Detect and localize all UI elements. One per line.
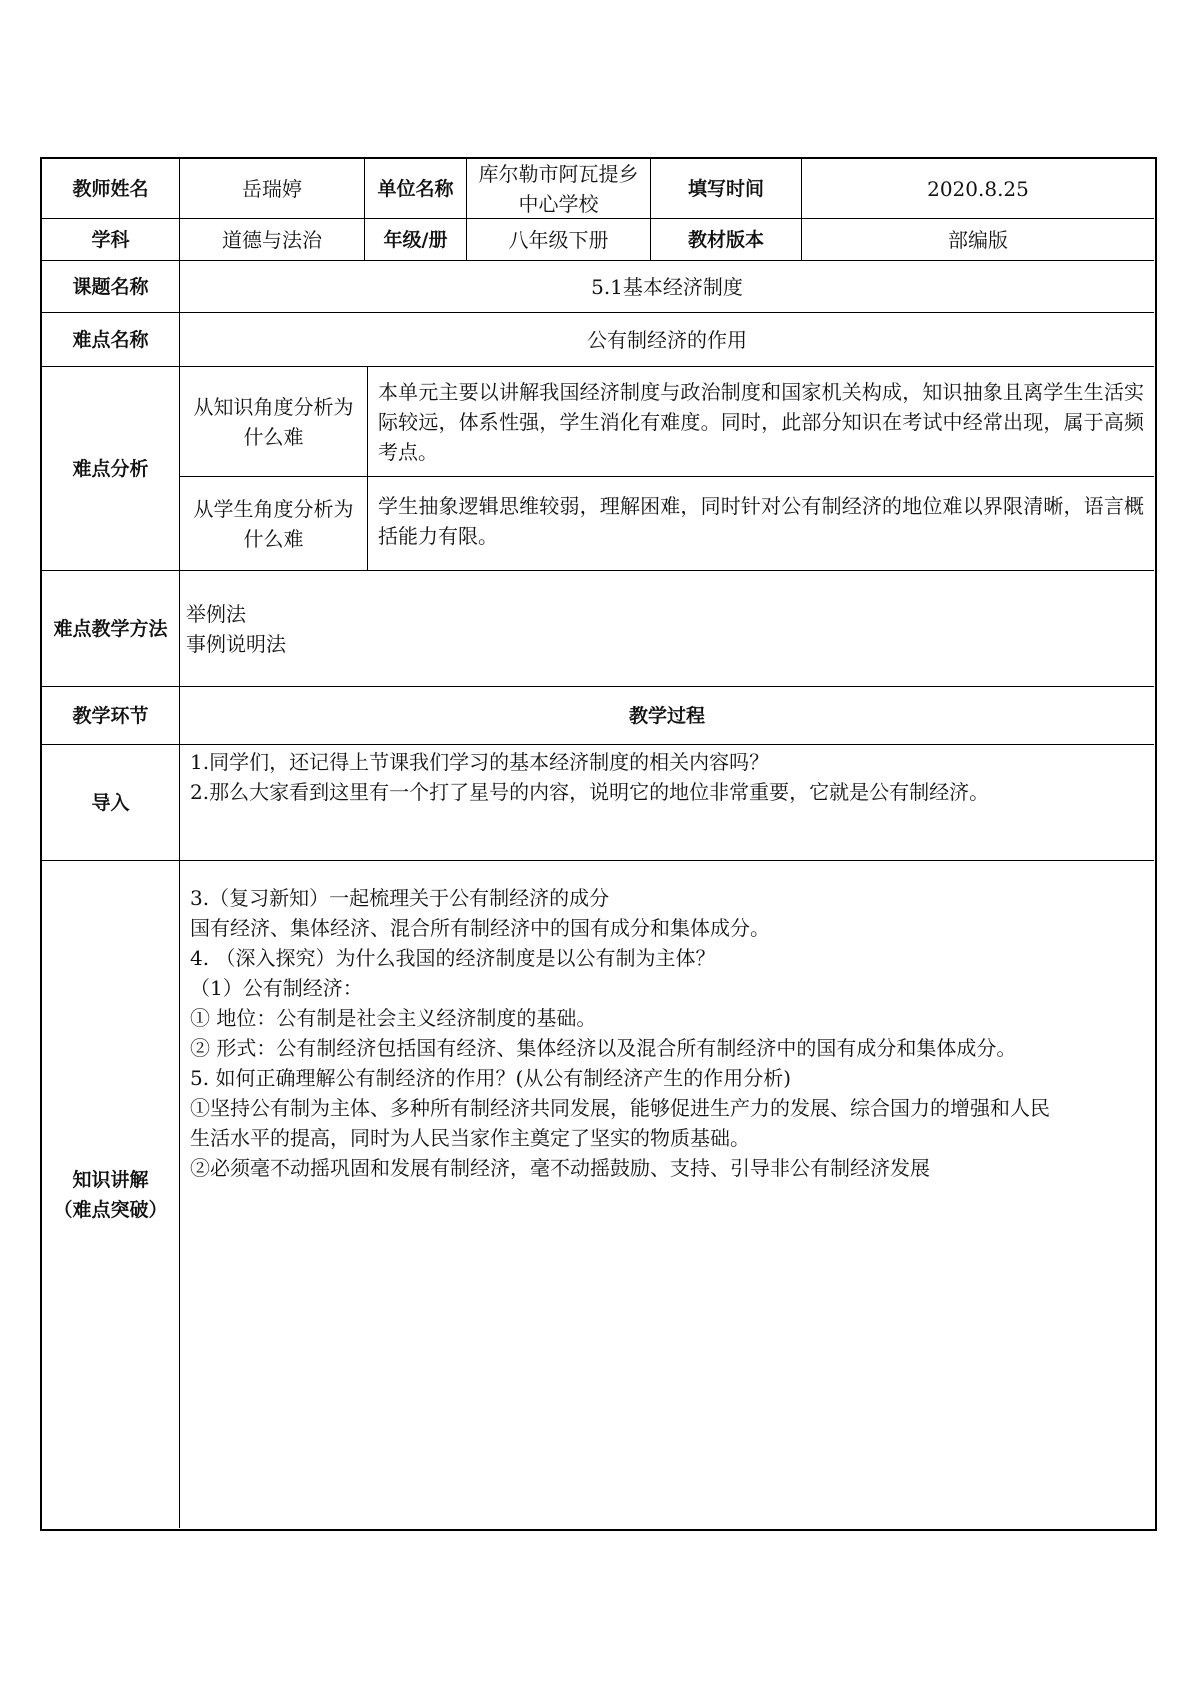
method-line2: 事例说明法 <box>186 631 286 656</box>
knowledge-line: ②必须毫不动摇巩固和发展有制经济，毫不动摇鼓励、支持、引导非公有制经济发展 <box>190 1156 930 1180</box>
knowledge-label-line2: （难点突破） <box>53 1198 168 1221</box>
edition-label: 教材版本 <box>651 219 802 261</box>
edition-value: 部编版 <box>802 219 1154 261</box>
knowledge-angle-label <box>180 367 368 477</box>
lesson-plan-table <box>40 157 1157 1531</box>
intro-content <box>180 745 1154 861</box>
grade-value: 八年级下册 <box>467 219 651 261</box>
fill-time-value: 2020.8.25 <box>802 159 1154 219</box>
knowledge-line: 5. 如何正确理解公有制经济的作用？(从公有制经济产生的作用分析) <box>190 1066 792 1090</box>
knowledge-line: ①坚持公有制为主体、多种所有制经济共同发展，能够促进生产力的发展、综合国力的增强和人民 <box>190 1096 1050 1120</box>
knowledge-angle-line1: 从知识角度分析为 <box>193 394 354 419</box>
method-line1: 举例法 <box>186 601 246 626</box>
method-label: 难点教学方法 <box>42 571 180 687</box>
knowledge-line: 生活水平的提高，同时为人民当家作主奠定了坚实的物质基础。 <box>190 1126 750 1150</box>
method-value <box>180 571 1154 687</box>
intro-label: 导入 <box>42 745 180 861</box>
student-angle-text <box>368 477 1154 571</box>
student-angle-label <box>180 477 368 571</box>
knowledge-angle-text <box>368 367 1154 477</box>
fill-time-label: 填写时间 <box>651 159 802 219</box>
knowledge-line: （1）公有制经济： <box>190 976 363 1000</box>
knowledge-line: 3.（复习新知）一起梳理关于公有制经济的成分 <box>190 886 610 910</box>
subject-value: 道德与法治 <box>180 219 365 261</box>
process-stage-label: 教学环节 <box>42 687 180 745</box>
knowledge-explanation-content <box>180 861 1154 1528</box>
knowledge-label-line1: 知识讲解 <box>72 1168 149 1191</box>
knowledge-line: 4. （深入探究）为什么我国的经济制度是以公有制为主体？ <box>190 946 716 970</box>
unit-name-value <box>467 159 651 219</box>
grade-label: 年级/册 <box>365 219 467 261</box>
unit-name-line2: 中心学校 <box>518 191 599 216</box>
topic-label: 课题名称 <box>42 261 180 313</box>
knowledge-angle-paragraph: 本单元主要以讲解我国经济制度与政治制度和国家机关构成，知识抽象且离学生生活实际较远，体系性强，学生消化有难度。同时，此部分知识在考试中经常出现，属于高频考点。 <box>378 379 1144 464</box>
analysis-label: 难点分析 <box>42 367 180 571</box>
intro-line1: 1.同学们，还记得上节课我们学习的基本经济制度的相关内容吗？ <box>190 750 770 774</box>
unit-name-line1: 库尔勒市阿瓦提乡 <box>478 161 639 186</box>
student-angle-paragraph: 学生抽象逻辑思维较弱，理解困难，同时针对公有制经济的地位难以界限清晰，语言概括能力有限。 <box>378 494 1144 548</box>
difficulty-value: 公有制经济的作用 <box>180 313 1154 367</box>
knowledge-line: 国有经济、集体经济、混合所有制经济中的国有成分和集体成分。 <box>190 916 770 940</box>
knowledge-line: ② 形式：公有制经济包括国有经济、集体经济以及混合所有制经济中的国有成分和集体成分。 <box>190 1036 1017 1060</box>
difficulty-label: 难点名称 <box>42 313 180 367</box>
topic-value: 5.1基本经济制度 <box>180 261 1154 313</box>
student-angle-line1: 从学生角度分析为 <box>193 496 354 521</box>
teacher-name-value: 岳瑞婷 <box>180 159 365 219</box>
subject-label: 学科 <box>42 219 180 261</box>
unit-name-label: 单位名称 <box>365 159 467 219</box>
knowledge-angle-line2: 什么难 <box>243 424 304 449</box>
knowledge-line: ① 地位：公有制是社会主义经济制度的基础。 <box>190 1006 597 1030</box>
process-header-value: 教学过程 <box>180 687 1154 745</box>
knowledge-explanation-label <box>42 861 180 1528</box>
teacher-name-label: 教师姓名 <box>42 159 180 219</box>
intro-line2: 2.那么大家看到这里有一个打了星号的内容，说明它的地位非常重要，它就是公有制经济。 <box>190 780 990 804</box>
student-angle-line2: 什么难 <box>243 526 304 551</box>
